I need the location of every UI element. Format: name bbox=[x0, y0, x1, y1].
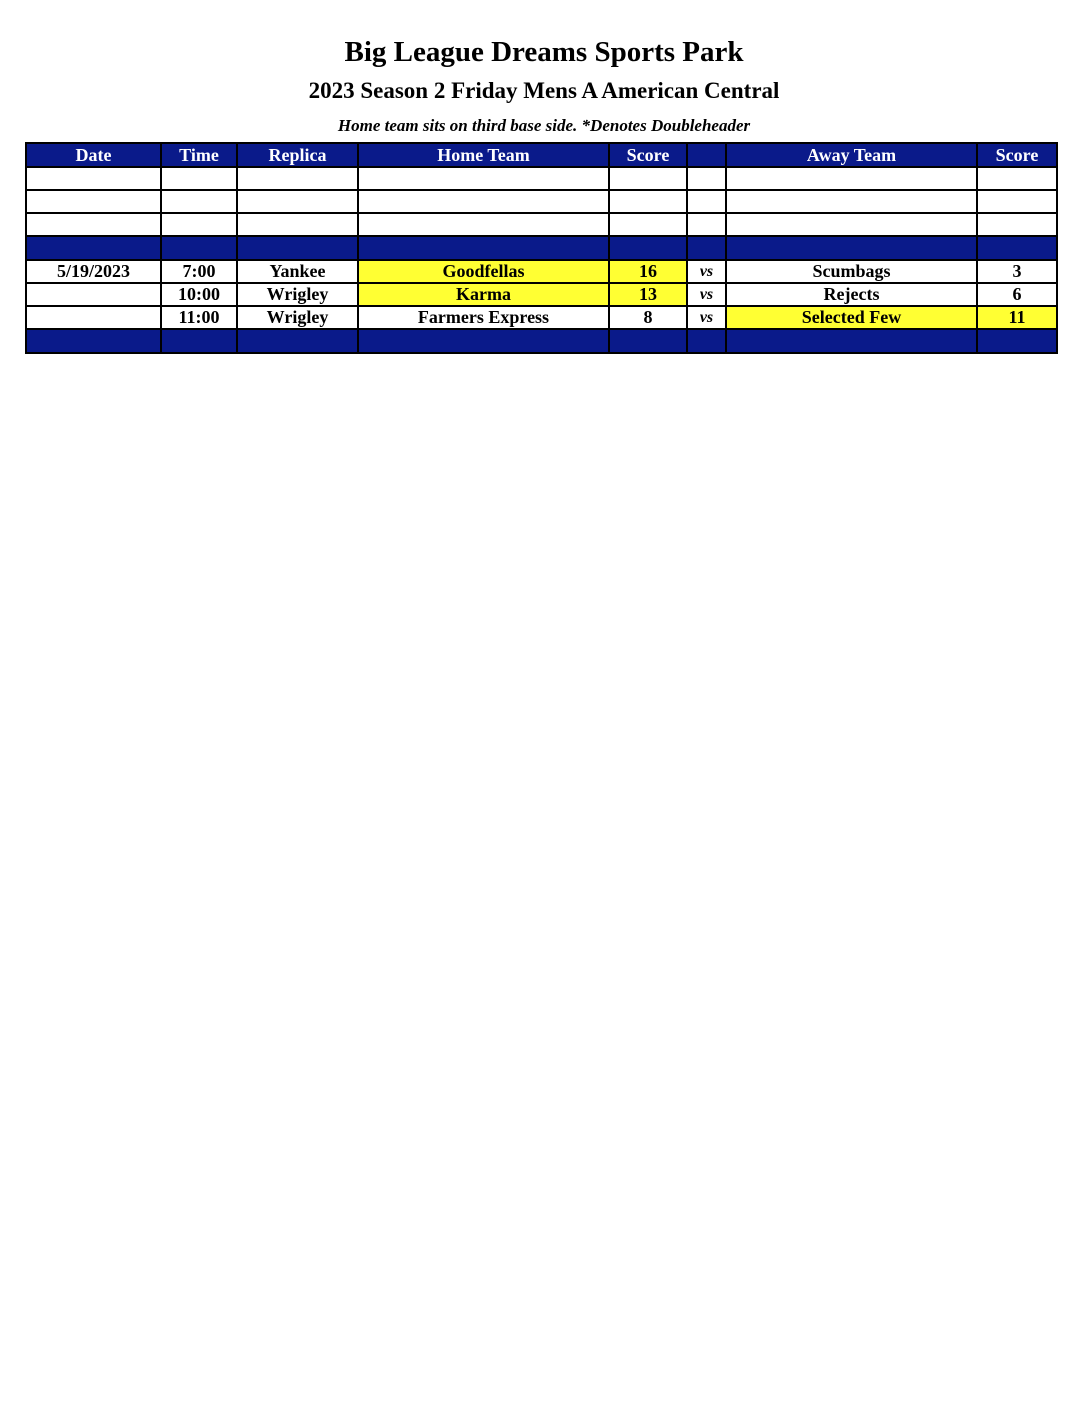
away-score: 3 bbox=[977, 260, 1057, 283]
empty-cell bbox=[237, 213, 358, 236]
game-date: 5/19/2023 bbox=[26, 260, 161, 283]
empty-cell bbox=[26, 213, 161, 236]
game-row bbox=[26, 283, 1057, 306]
empty-cell bbox=[687, 167, 726, 190]
col-header-away-score: Score bbox=[977, 143, 1057, 167]
col-header-away-team: Away Team bbox=[726, 143, 977, 167]
empty-cell bbox=[237, 167, 358, 190]
empty-cell bbox=[26, 167, 161, 190]
empty-cell bbox=[237, 190, 358, 213]
game-replica: Wrigley bbox=[237, 283, 358, 306]
empty-cell bbox=[609, 213, 687, 236]
empty-cell bbox=[609, 190, 687, 213]
home-team: Farmers Express bbox=[358, 306, 609, 329]
empty-row bbox=[26, 167, 1057, 190]
home-team: Karma bbox=[358, 283, 609, 306]
game-time: 11:00 bbox=[161, 306, 237, 329]
schedule-note: Home team sits on third base side. *Denotes Doubleheader bbox=[337, 116, 751, 135]
game-date bbox=[26, 306, 161, 329]
home-score: 13 bbox=[609, 283, 687, 306]
empty-cell bbox=[977, 167, 1057, 190]
empty-cell bbox=[161, 213, 237, 236]
vs-label: vs bbox=[687, 306, 726, 329]
empty-cell bbox=[161, 167, 237, 190]
empty-cell bbox=[358, 213, 609, 236]
away-score: 6 bbox=[977, 283, 1057, 306]
away-team: Scumbags bbox=[726, 260, 977, 283]
col-header-home-score: Score bbox=[609, 143, 687, 167]
away-score: 11 bbox=[977, 306, 1057, 329]
game-time: 10:00 bbox=[161, 283, 237, 306]
col-header-vs bbox=[687, 143, 726, 167]
empty-cell bbox=[161, 190, 237, 213]
home-team: Goodfellas bbox=[358, 260, 609, 283]
game-row bbox=[26, 260, 1057, 283]
league-subtitle: 2023 Season 2 Friday Mens A American Central bbox=[308, 78, 780, 103]
empty-cell bbox=[687, 190, 726, 213]
game-row bbox=[26, 306, 1057, 329]
home-score: 8 bbox=[609, 306, 687, 329]
empty-cell bbox=[358, 190, 609, 213]
game-replica: Yankee bbox=[237, 260, 358, 283]
game-replica: Wrigley bbox=[237, 306, 358, 329]
header-row bbox=[26, 143, 1057, 167]
col-header-home-team: Home Team bbox=[358, 143, 609, 167]
empty-cell bbox=[26, 190, 161, 213]
empty-cell bbox=[726, 190, 977, 213]
col-header-replica: Replica bbox=[237, 143, 358, 167]
empty-cell bbox=[687, 213, 726, 236]
empty-cell bbox=[726, 167, 977, 190]
separator-band bbox=[26, 236, 1057, 260]
page-title: Big League Dreams Sports Park bbox=[344, 36, 744, 68]
schedule-table bbox=[25, 142, 1058, 354]
col-header-time: Time bbox=[161, 143, 237, 167]
empty-cell bbox=[977, 190, 1057, 213]
away-team: Rejects bbox=[726, 283, 977, 306]
empty-cell bbox=[609, 167, 687, 190]
empty-row bbox=[26, 213, 1057, 236]
footer-band bbox=[26, 329, 1057, 353]
empty-cell bbox=[977, 213, 1057, 236]
game-date bbox=[26, 283, 161, 306]
vs-label: vs bbox=[687, 260, 726, 283]
vs-label: vs bbox=[687, 283, 726, 306]
empty-cell bbox=[358, 167, 609, 190]
empty-cell bbox=[726, 213, 977, 236]
col-header-date: Date bbox=[26, 143, 161, 167]
away-team: Selected Few bbox=[726, 306, 977, 329]
game-time: 7:00 bbox=[161, 260, 237, 283]
home-score: 16 bbox=[609, 260, 687, 283]
empty-row bbox=[26, 190, 1057, 213]
